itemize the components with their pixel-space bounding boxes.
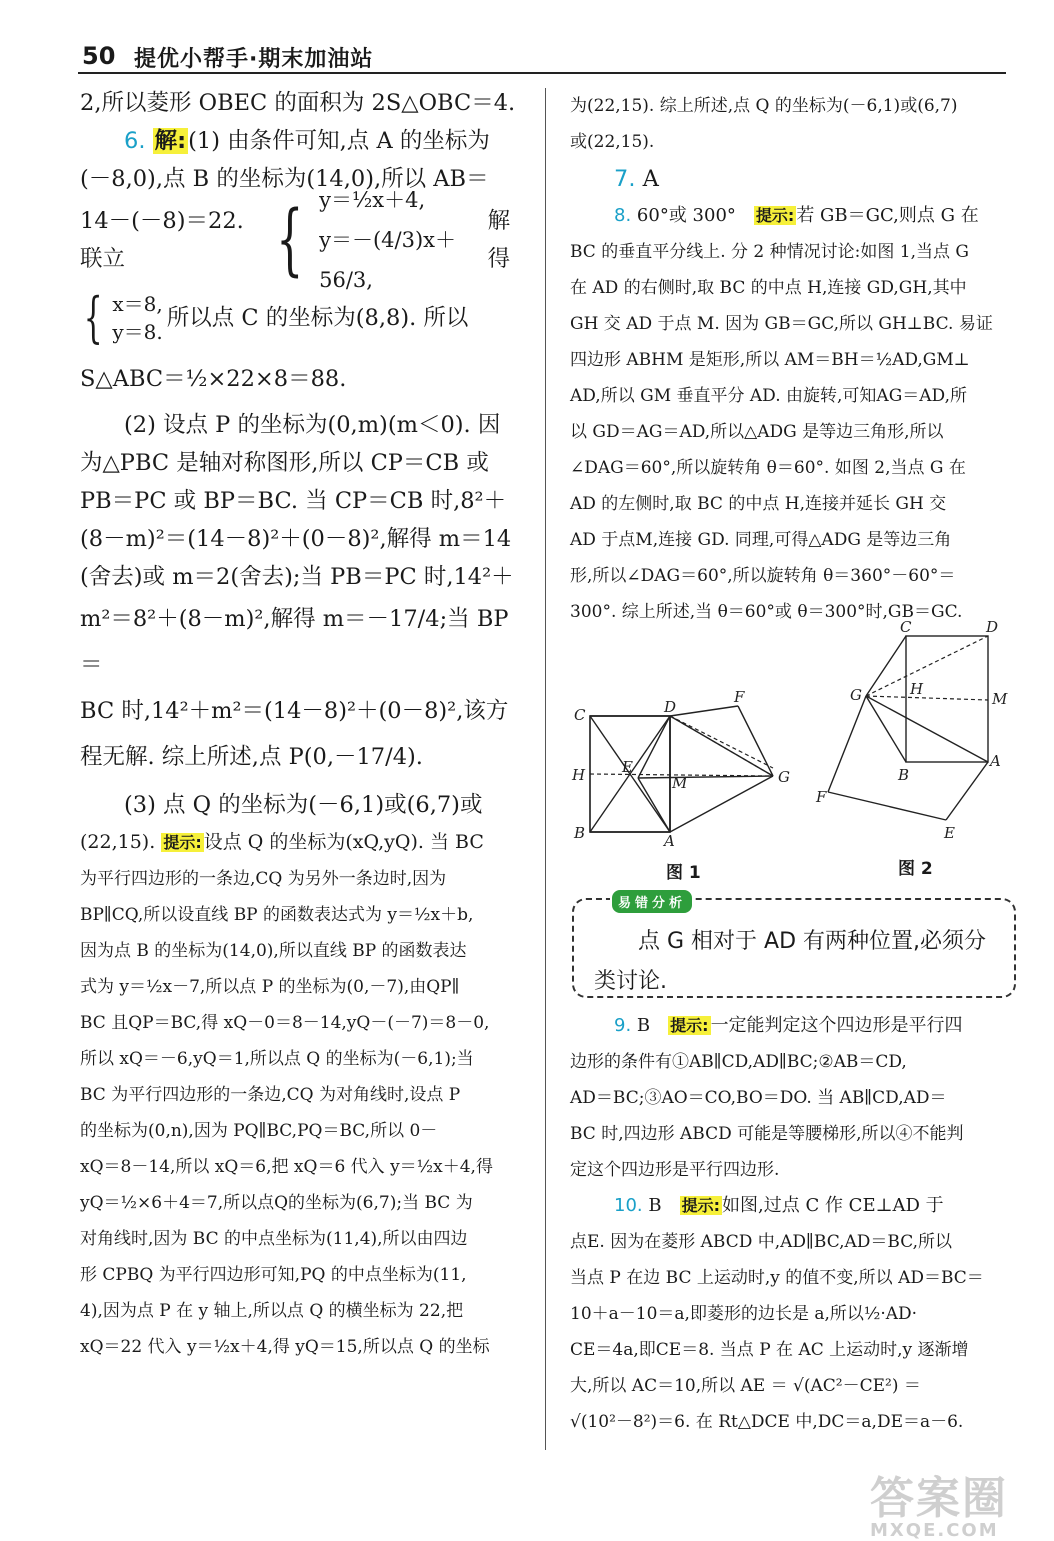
brace: { [83, 286, 103, 349]
fig2-label: E [944, 824, 955, 842]
fig1-label: E [622, 758, 633, 776]
right-column-top [570, 88, 1012, 630]
text-line: 为△PBC 是轴对称图形,所以 CP＝CB 或 [80, 450, 489, 476]
watermark [870, 1462, 1020, 1541]
text-line: 4),因为点 P 在 y 轴上,所以点 Q 的横坐标为 22,把 [80, 1301, 464, 1321]
text-line: 的坐标为(0,n),因为 PQ∥BC,PQ＝BC,所以 0－ [80, 1121, 438, 1141]
q9-number: 9. [614, 1015, 632, 1036]
text-line: yQ＝½×6＋4＝7,所以点Q的坐标为(6,7);当 BC 为 [80, 1193, 473, 1213]
text-line: BC 时,四边形 ABCD 可能是等腰梯形,所以④不能判 [570, 1124, 964, 1144]
text-line: m²＝8²＋(8－m)²,解得 m＝－17/4;当 BP＝ [80, 606, 509, 678]
figure-1-caption: 图 1 [666, 863, 701, 883]
text-line: 一定能判定这个四边形是平行四 [710, 1015, 963, 1036]
watermark-line-2: MXQE.COM [870, 1520, 999, 1541]
text-line: 所以 xQ＝－6,yQ＝1,所以点 Q 的坐标为(－6,1);当 [80, 1049, 474, 1069]
page-header [78, 38, 1006, 74]
text-line: 300°. 综上所述,当 θ＝60°或 θ＝300°时,GB＝GC. [570, 602, 963, 622]
text-line: √(10²－8²)＝6. 在 Rt△DCE 中,DC＝a,DE＝a－6. [570, 1412, 964, 1432]
q7-number: 7. [614, 166, 636, 192]
fig1-label: C [574, 706, 586, 724]
text-line: 以 GD＝AG＝AD,所以△ADG 是等边三角形,所以 [570, 422, 944, 442]
q8-line [570, 198, 1012, 234]
text-line: 大,所以 AC＝10,所以 AE ＝ √(AC²－CE²) ＝ [570, 1376, 921, 1396]
q7-line [570, 160, 1012, 198]
q6-number: 6. [124, 128, 146, 154]
text-line: (3) 点 Q 的坐标为(－6,1)或(6,7)或 [124, 792, 483, 818]
right-column-bottom [570, 1008, 1012, 1440]
text-line: ∠DAG＝60°,所以旋转角 θ＝60°. 如图 2,当点 G 在 [570, 458, 966, 478]
text-line: 10＋a－10＝a,即菱形的边长是 a,所以½·AD· [570, 1304, 918, 1324]
fig1-label: G [778, 768, 790, 786]
system-lines [319, 180, 478, 300]
text-line: PB＝PC 或 BP＝BC. 当 CP＝CB 时,8²＋ [80, 488, 507, 514]
equation-2: y＝－(4/3)x＋56/3, [319, 228, 456, 292]
text-line: 为(22,15). 综上所述,点 Q 的坐标为(－6,1)或(6,7) [570, 96, 958, 116]
watermark-line-1: 答案圈 [870, 1473, 1008, 1524]
text-line: AD 的左侧时,取 BC 的中点 H,连接并延长 GH 交 [570, 494, 947, 514]
q10-answer: B [648, 1195, 662, 1216]
error-analysis-text: 点 G 相对于 AD 有两种位置,必须分类讨论. [594, 929, 987, 994]
text-line: 因为点 B 的坐标为(14,0),所以直线 BP 的函数表达 [80, 941, 467, 961]
text-line: 14－(－8)＝22. 联立 [80, 208, 244, 272]
tip-label: 提示: [681, 1196, 721, 1215]
text-line: (22,15). [80, 831, 156, 853]
text-line: (8－m)²＝(14－8)²＋(0－8)²,解得 m＝14 [80, 526, 512, 552]
text-line: AD＝BC;③AO＝CO,BO＝DO. 当 AB∥CD,AD＝ [570, 1088, 947, 1108]
fig1-label: D [664, 698, 677, 716]
fig2-label: C [900, 620, 912, 636]
text-line: CE＝4a,即CE＝8. 当点 P 在 AC 上运动时,y 逐渐增 [570, 1340, 969, 1360]
text-line: 设点 Q 的坐标为(xQ,yQ). 当 BC [203, 831, 484, 853]
q9-line [570, 1008, 1012, 1044]
text-line: 形 CPBQ 为平行四边形可知,PQ 的中点坐标为(11, [80, 1265, 467, 1285]
tip-label: 提示: [755, 206, 795, 225]
text-line: 点E. 因为在菱形 ABCD 中,AD∥BC,AD＝BC,所以 [570, 1232, 953, 1252]
text-line: BC 时,14²＋m²＝(14－8)²＋(0－8)²,该方 [80, 698, 509, 724]
text-line: 所以点 C 的坐标为(8,8). 所以 [166, 305, 469, 331]
fig1-label: B [574, 824, 586, 842]
q10-line [570, 1188, 1012, 1224]
text-line: xQ＝8－14,所以 xQ＝6,把 xQ＝6 代入 y＝½x＋4,得 [80, 1157, 493, 1177]
text-line: (2) 设点 P 的坐标为(0,m)(m＜0). 因 [124, 412, 501, 438]
text-line: (－8,0),点 B 的坐标为(14,0),所以 AB＝ [80, 166, 489, 192]
brace: { [276, 195, 304, 285]
text-line: 在 AD 的右侧时,取 BC 的中点 H,连接 GD,GH,其中 [570, 278, 967, 298]
geometry-figures [568, 620, 1013, 890]
text-line: xQ＝22 代入 y＝½x＋4,得 yQ＝15,所以点 Q 的坐标 [80, 1337, 490, 1357]
text-line: 边形的条件有①AB∥CD,AD∥BC;②AB＝CD, [570, 1052, 907, 1072]
text-line: 如图,过点 C 作 CE⊥AD 于 [722, 1195, 944, 1216]
text-line: 为平行四边形的一条边,CQ 为另外一条边时,因为 [80, 869, 447, 889]
fig2-label: B [898, 766, 910, 784]
q6-3-tip-line [80, 824, 525, 861]
text-line: 解得 [487, 208, 511, 272]
left-column [80, 84, 525, 1365]
solution-y: y＝8. [112, 320, 163, 344]
text-line: 四边形 ABHM 是矩形,所以 AM＝BH＝½AD,GM⊥ [570, 350, 970, 370]
fig2-label: H [910, 680, 924, 698]
fig1-label: H [572, 766, 586, 784]
text-line: AD 于点M,连接 GD. 同理,可得△ADG 是等边三角 [570, 530, 952, 550]
q7-answer: A [642, 166, 659, 192]
text-line: 程无解. 综上所述,点 P(0,－17/4). [80, 744, 423, 770]
figure-2-caption: 图 2 [898, 859, 933, 879]
error-analysis-box [572, 898, 1016, 998]
text-line: (1) 由条件可知,点 A 的坐标为 [188, 128, 490, 154]
fig1-label: F [734, 688, 745, 706]
header-title: 提优小帮手·期末加油站 [134, 47, 374, 72]
text-line: 当点 P 在边 BC 上运动时,y 的值不变,所以 AD＝BC＝ [570, 1268, 984, 1288]
text-line: BP∥CQ,所以设直线 BP 的函数表达式为 y＝½x＋b, [80, 905, 474, 925]
fig1-label: M [672, 774, 688, 792]
fig2-label: G [850, 686, 862, 704]
fig2-label: M [992, 690, 1008, 708]
text-line: BC 且QP＝BC,得 xQ－0＝8－14,yQ－(－7)＝8－0, [80, 1013, 490, 1033]
q10-number: 10. [614, 1195, 643, 1216]
text-line: 形,所以∠DAG＝60°,所以旋转角 θ＝360°－60°＝ [570, 566, 956, 586]
tip-label: 提示: [670, 1016, 709, 1035]
fig2-label: D [986, 620, 999, 636]
fig2-label: F [816, 788, 827, 806]
page-number: 50 [82, 42, 116, 70]
column-divider [545, 88, 546, 1450]
text-line: 若 GB＝GC,则点 G 在 [796, 205, 979, 226]
text-line: 式为 y＝½x－7,所以点 P 的坐标为(0,－7),由QP∥ [80, 977, 460, 997]
solution-lines [112, 290, 162, 346]
equation-system [80, 188, 525, 292]
tip-label: 提示: [163, 833, 202, 852]
equation-1: y＝½x＋4, [319, 188, 426, 212]
text-line: 定这个四边形是平行四边形. [570, 1160, 780, 1180]
q9-answer: B [636, 1015, 651, 1036]
q8-answer: 60°或 300° [636, 205, 736, 226]
text-line: AD,所以 GM 垂直平分 AD. 由旋转,可知AG＝AD,所 [570, 386, 967, 406]
text-line: S△ABC＝½×22×8＝88. [80, 366, 347, 392]
text-line: 2,所以菱形 OBEC 的面积为 2S△OBC＝4. [80, 90, 516, 116]
text-line: GH 交 AD 于点 M. 因为 GB＝GC,所以 GH⊥BC. 易证 [570, 314, 993, 334]
fig1-label: A [664, 832, 675, 850]
text-line: BC 为平行四边形的一条边,CQ 为对角线时,设点 P [80, 1085, 461, 1105]
text-line: BC 的垂直平分线上. 分 2 种情况讨论:如图 1,当点 G [570, 242, 969, 262]
error-analysis-tag: 易错分析 [610, 888, 694, 915]
text-line: (舍去)或 m＝2(舍去);当 PB＝PC 时,14²＋ [80, 564, 514, 590]
q6-line [80, 122, 525, 160]
solution-x: x＝8, [112, 292, 163, 316]
text-line: 对角线时,因为 BC 的中点坐标为(11,4),所以由四边 [80, 1229, 468, 1249]
solution-label: 解: [154, 128, 187, 154]
text-line: 或(22,15). [570, 132, 655, 152]
figure-1 [568, 620, 1013, 890]
fig2-label: A [990, 752, 1001, 770]
q8-number: 8. [614, 205, 632, 226]
